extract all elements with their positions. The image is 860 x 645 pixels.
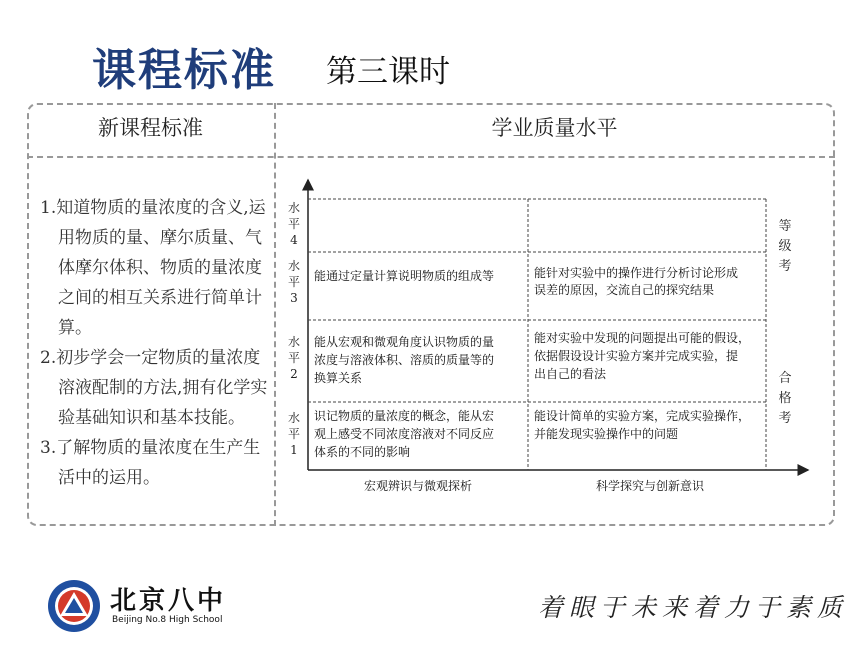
cell-l1-c1-line2: 观上感受不同浓度溶液对不同反应 (314, 427, 495, 441)
svg-text:平: 平 (287, 427, 301, 441)
lesson-subtitle: 第三课时 (326, 54, 450, 90)
standard-item-1: 1.知道物质的量浓度的含义,运用物质的量、摩尔质量、气体摩尔体积、物质的量浓度之间的相互关系进行简单计算。 (40, 198, 266, 338)
standards-list (40, 193, 272, 493)
svg-text:平: 平 (287, 217, 301, 231)
grade-label-top (778, 219, 791, 274)
svg-text:平: 平 (287, 275, 301, 289)
column-label-inquiry-innovation: 科学探究与创新意识 (595, 479, 705, 493)
svg-text:2: 2 (290, 367, 298, 381)
cell-l1-c1-line3: 体系的不同的影响 (314, 445, 411, 459)
cell-l3-c2-line2: 误差的原因，交流自己的探究结果 (534, 283, 715, 297)
svg-text:水: 水 (287, 335, 301, 349)
new-curriculum-header: 新课程标准 (98, 116, 203, 140)
quality-level-chart (278, 170, 818, 510)
cell-l2-c2-line3: 出自己的看法 (534, 367, 607, 381)
svg-text:平: 平 (287, 351, 301, 365)
svg-text:格: 格 (778, 391, 792, 406)
svg-text:等: 等 (778, 219, 792, 234)
cell-l2-c2-line1: 能对实验中发现的问题提出可能的假设， (534, 331, 751, 345)
cell-l2-c2-line2: 依据假设设计实验方案并完成实验，提 (534, 349, 739, 363)
svg-text:水: 水 (287, 411, 301, 425)
standard-item-2: 2.初步学会一定物质的量浓度溶液配制的方法,拥有化学实验基础知识和基本技能。 (40, 348, 268, 428)
cell-l1-c2-line1: 能设计简单的实验方案，完成实验操作， (534, 409, 751, 423)
cell-l2-c1-line1: 能从宏观和微观角度认识物质的量 (314, 335, 495, 349)
grade-label-bottom (778, 371, 791, 426)
svg-text:考: 考 (778, 259, 792, 274)
cell-l1-c1-line1: 识记物质的量浓度的概念，能从宏 (314, 409, 495, 423)
column-divider (274, 103, 276, 526)
school-name-english: Beijing No.8 High School (112, 615, 223, 625)
standard-item-3: 3.了解物质的量浓度在生产生活中的运用。 (40, 438, 261, 488)
column-label-macro-micro: 宏观辨识与微观探析 (363, 479, 473, 493)
level-label-1 (288, 410, 300, 457)
svg-text:1: 1 (290, 443, 298, 457)
level-label-3 (288, 258, 300, 305)
svg-text:水: 水 (287, 259, 301, 273)
cell-l3-c2-line1: 能针对实验中的操作进行分析讨论形成 (534, 266, 739, 280)
header-divider (27, 156, 835, 158)
quality-level-header: 学业质量水平 (491, 116, 618, 140)
svg-text:考: 考 (778, 411, 792, 426)
svg-text:水: 水 (287, 201, 301, 215)
school-logo-icon (44, 578, 104, 634)
cell-l2-c1-line2: 浓度与溶液体积、溶质的质量等的 (314, 353, 495, 367)
cell-l1-c2-line2: 并能发现实验操作中的问题 (534, 427, 679, 441)
level-label-2 (288, 334, 300, 381)
svg-text:合: 合 (778, 371, 792, 386)
cell-l3-c1: 能通过定量计算说明物质的组成等 (314, 269, 495, 283)
page-title: 课程标准 (92, 45, 276, 96)
svg-text:4: 4 (290, 233, 298, 247)
school-motto: 着眼于未来着力于素质 (538, 593, 849, 622)
cell-l2-c1-line3: 换算关系 (314, 371, 363, 385)
svg-text:3: 3 (290, 291, 298, 305)
level-label-4 (288, 200, 300, 247)
school-name: 北京八中 (110, 586, 227, 616)
svg-text:级: 级 (778, 239, 792, 254)
